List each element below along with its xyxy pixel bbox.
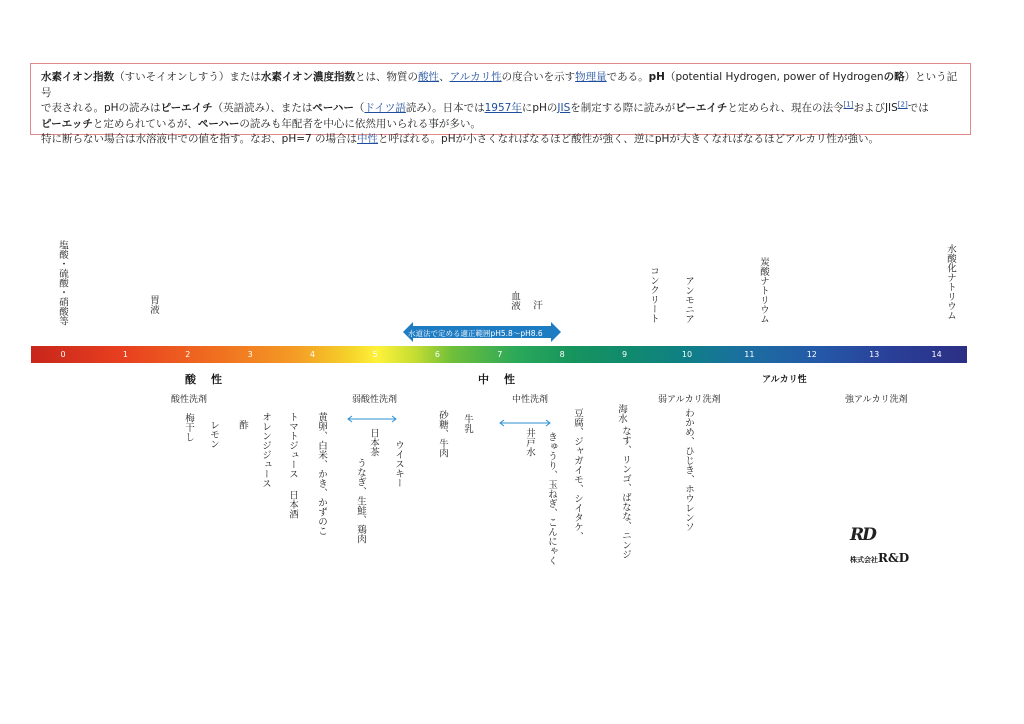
band-neutral: 中 性: [478, 373, 517, 386]
food-sugar-beef: 砂糖、牛肉: [437, 410, 448, 458]
cleaner-weak-alkaline: 弱アルカリ洗剤: [658, 395, 721, 405]
term-ph: pH: [648, 71, 665, 83]
link-neutral[interactable]: 中性: [357, 133, 379, 145]
intro-text: で表される。pHの読みは: [41, 102, 161, 114]
intro-text: 、: [439, 71, 450, 83]
food-eggplant-group: なす、リンゴ、ばなな、ニンジ: [620, 426, 631, 559]
intro-text: と定められ、現在の法令: [727, 102, 844, 114]
intro-text: では: [907, 102, 929, 114]
ph-tick-4: 4: [310, 350, 316, 359]
ph-tick-6: 6: [434, 350, 440, 359]
cleaner-acidic: 酸性洗剤: [171, 395, 208, 405]
link-alkalinity[interactable]: アルカリ性: [449, 71, 502, 83]
cleaner-neutral: 中性洗剤: [512, 395, 549, 405]
term-abbrev: の略: [883, 71, 905, 83]
intro-text: の度合いを示す: [501, 71, 576, 83]
ph-tick-13: 13: [869, 350, 880, 359]
intro-text: （: [353, 102, 365, 114]
term-concentration-index: 水素イオン濃度指数: [260, 71, 356, 83]
ph-tick-3: 3: [247, 350, 253, 359]
term-peha: ペーハー: [312, 102, 354, 114]
intro-text: （すいそイオンしすう）または: [114, 71, 261, 83]
term-pieichi: ピーエイチ: [160, 102, 213, 114]
ph-tick-8: 8: [559, 350, 565, 359]
intro-line-3: [41, 117, 960, 133]
link-german[interactable]: ドイツ語: [364, 102, 406, 114]
company-prefix: 株式会社: [850, 556, 878, 564]
intro-text: （英語読み）、または: [212, 102, 313, 114]
intro-text: 特に断らない場合は水溶液中での値を指す。なお、pH=7 の場合は: [41, 133, 358, 145]
food-yolk-group: 黄卵、白米、かき、かずのこ: [316, 412, 327, 536]
label-blood: 血液: [509, 291, 520, 310]
weak-acid-range-arrow: [346, 414, 398, 424]
intro-line-4: [41, 132, 960, 148]
food-well-water: 井戸水: [524, 428, 535, 457]
ph-tick-0: 0: [60, 350, 66, 359]
ph-tick-14: 14: [931, 350, 942, 359]
water-range-label: 水道法で定める適正範囲pH5.8〜pH8.6: [408, 329, 543, 338]
intro-text: および: [853, 102, 885, 114]
neutral-range-arrow: [498, 418, 552, 428]
logo-mark: RD: [850, 525, 875, 545]
link-jis[interactable]: JIS: [557, 102, 571, 114]
term-piecchi: ピーエッチ: [41, 117, 93, 130]
term-hydrogen-ion-index: 水素イオン指数: [41, 71, 115, 83]
food-wakame-group: わかめ、ひじき、ホウレンソ: [683, 408, 694, 532]
food-vinegar: 酢: [237, 420, 248, 430]
intro-text: とは、物質の: [355, 71, 419, 83]
link-1957[interactable]: 1957年: [484, 102, 522, 114]
food-cucumber-group: きゅうり、玉ねぎ、こんにゃく: [546, 432, 557, 565]
company-name: [850, 547, 909, 566]
label-sodium-hydroxide: 水酸化ナトリウム: [945, 244, 956, 320]
intro-text: である。: [606, 71, 649, 83]
band-alkaline: アルカリ性: [762, 375, 807, 385]
intro-box: [30, 63, 971, 145]
food-green-tea: 日本茶: [368, 428, 379, 457]
term-peha: ペーハー: [197, 117, 240, 130]
food-sake: 日本酒: [287, 490, 298, 519]
label-ammonia: アンモニア: [683, 276, 694, 324]
company-logo: [850, 527, 909, 566]
intro-text: （potential Hydrogen, power of Hydrogen: [664, 71, 884, 83]
intro-text: を制定する際に読みが: [570, 102, 676, 114]
intro-line-2: [41, 101, 960, 117]
label-sweat: 汗: [531, 300, 542, 310]
ph-tick-2: 2: [185, 350, 191, 359]
food-orange-juice: オレンジジュース: [260, 412, 271, 488]
company-short-name: R&D: [878, 551, 910, 565]
intro-text: と呼ばれる。pHが小さくなればなるほど酸性が強く、逆にpHが大きくなればなるほどアルカリ性が強い。: [378, 133, 880, 145]
intro-text: 読み）。日本では: [405, 102, 485, 114]
cleaner-weak-acidic: 弱酸性洗剤: [352, 395, 398, 405]
ph-tick-9: 9: [622, 350, 628, 359]
cleaner-strong-alkaline: 強アルカリ洗剤: [845, 395, 908, 405]
food-whisky: ウイスキー: [393, 440, 404, 488]
intro-text: と定められているが、: [92, 117, 198, 130]
intro-text: にpHの: [521, 102, 558, 114]
food-unagi-group: うなぎ、生鮭、鶏肉: [355, 458, 366, 544]
ph-tick-1: 1: [122, 350, 128, 359]
ph-tick-10: 10: [681, 350, 693, 359]
food-tofu-group: 豆腐、ジャガイモ、シイタケ、: [572, 408, 583, 541]
label-concrete: コンクリート: [648, 266, 659, 323]
link-acidity[interactable]: 酸性: [418, 71, 440, 83]
food-lemon: レモン: [208, 420, 219, 449]
ph-tick-12: 12: [806, 350, 817, 359]
intro-line-1: [41, 70, 960, 101]
ph-tick-7: 7: [497, 350, 503, 359]
food-umeboshi: 梅干し: [183, 413, 194, 442]
link-physical-quantity[interactable]: 物理量: [575, 71, 607, 83]
food-seawater: 海水: [616, 404, 627, 423]
ph-tick-5: 5: [372, 350, 378, 359]
footnote-2-link[interactable]: [2]: [897, 100, 908, 109]
footnote-1-link[interactable]: [1]: [843, 100, 854, 109]
intro-text: の読みも年配者を中心に依然用いられる事が多い。: [239, 117, 481, 130]
term-pieichi: ピーエイチ: [675, 102, 728, 114]
ph-tick-11: 11: [744, 350, 755, 359]
food-tomato-juice: トマトジュース: [287, 412, 298, 479]
food-milk: 牛乳: [462, 414, 473, 433]
band-acid: 酸 性: [185, 373, 224, 386]
intro-text: JIS: [884, 102, 898, 114]
label-sodium-carbonate: 炭酸ナトリウム: [758, 257, 769, 324]
intro-text: ）という記号: [41, 71, 958, 99]
label-strong-acids: 塩酸・硫酸・硝酸等: [57, 240, 68, 326]
label-stomach-acid: 胃液: [148, 295, 159, 314]
